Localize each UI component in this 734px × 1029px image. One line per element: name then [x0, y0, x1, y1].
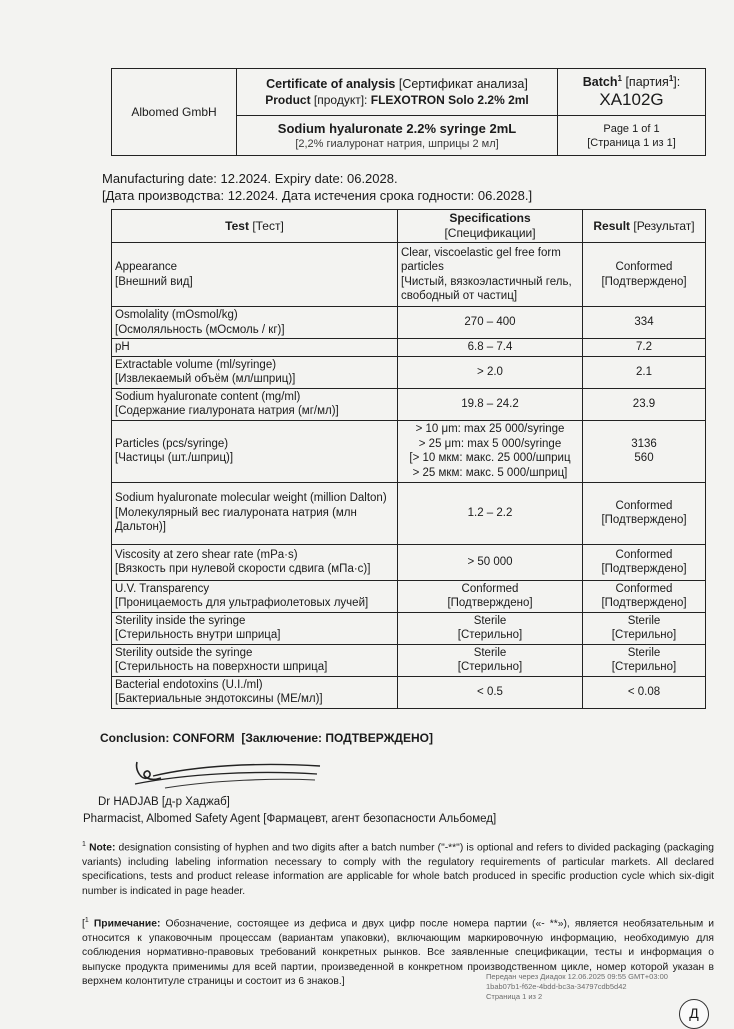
signatory-name: Dr HADJAB [д-р Хаджаб]	[98, 796, 230, 808]
test-cell: U.V. Transparency [Проницаемость для ультрафиолетовых лучей]	[112, 580, 398, 612]
header-test: Test [Тест]	[112, 210, 398, 243]
page-number: Page 1 of 1	[603, 122, 660, 135]
certificate-title: Certificate of analysis [Сертификат анализа]	[266, 77, 528, 92]
substance-name: Sodium hyaluronate 2.2% syringe 2mL	[277, 121, 517, 137]
page-number-ru: [Страница 1 из 1]	[587, 136, 676, 149]
result-cell: Conformed [Подтверждено]	[583, 482, 706, 544]
test-cell: Sodium hyaluronate content (mg/ml) [Содержание гиалуроната натрия (мг/мл)]	[112, 388, 398, 420]
footnote-en: $^1$ Note: designation consisting of hyphen and two digits after a batch number ("-**") is optional and refers to divided packaging (packaging variants) including labeling information necessary to comply with the regulatory requirements of particular markets. All declared specifications, tests and product release information are applicable for whole batch produced in specific production cycle which six-digit number is indicated in page header.	[82, 841, 714, 897]
spec-cell: Sterile [Стерильно]	[398, 612, 583, 644]
test-cell: Particles (pcs/syringe) [Частицы (шт./шприц)]	[112, 420, 398, 482]
result-cell: Conformed [Подтверждено]	[583, 580, 706, 612]
test-cell: Appearance [Внешний вид]	[112, 243, 398, 307]
test-cell: Sodium hyaluronate molecular weight (million Dalton) [Молекулярный вес гиалуроната натрия (млн Дальтон)]	[112, 482, 398, 544]
result-cell: Sterile [Стерильно]	[583, 612, 706, 644]
result-cell: 2.1	[583, 356, 706, 388]
spec-cell: Sterile [Стерильно]	[398, 644, 583, 676]
table-row	[112, 676, 706, 708]
results-table	[111, 209, 706, 709]
table-header-row	[112, 210, 706, 243]
test-cell: Osmolality (mOsmol/kg) [Осмоляльность (мОсмоль / кг)]	[112, 307, 398, 339]
test-cell: Extractable volume (ml/syringe) [Извлекаемый объём (мл/шприц)]	[112, 356, 398, 388]
spec-cell: > 2.0	[398, 356, 583, 388]
spec-cell: Clear, viscoelastic gel free form particles [Чистый, вязкоэластичный гель, свободный от частиц]	[398, 243, 583, 307]
spec-cell: > 50 000	[398, 544, 583, 580]
table-row	[112, 420, 706, 482]
table-row	[112, 580, 706, 612]
result-cell: Sterile [Стерильно]	[583, 644, 706, 676]
spec-cell: 19.8 – 24.2	[398, 388, 583, 420]
table-row	[112, 612, 706, 644]
table-row	[112, 307, 706, 339]
diadoc-logo-icon: Д	[679, 999, 709, 1029]
table-row	[112, 243, 706, 307]
signature-image	[105, 758, 330, 796]
spec-cell: 6.8 – 7.4	[398, 339, 583, 357]
spec-cell: Conformed [Подтверждено]	[398, 580, 583, 612]
substance-cell	[237, 116, 558, 156]
product-line: Product [продукт]: FLEXOTRON Solo 2.2% 2ml	[265, 93, 529, 108]
company-name: Albomed GmbH	[112, 69, 237, 156]
result-cell: 23.9	[583, 388, 706, 420]
test-cell: Bacterial endotoxins (U.I./ml) [Бактериальные эндотоксины (МЕ/мл)]	[112, 676, 398, 708]
footnote-ru: [$^1$ Примечание: Обозначение, состоящее из дефиса и двух цифр после номера партии («- **»), является необязательным и относится к упаковочным процессам (вариантам упаковки), включающим маркировочную информацию, необходимую для соблюдения нормативно-правовых требований конкретных рынков. Все заявленные спецификации, тесты и информация о выпуске продукта применимы для всей партии, произведенной в конкретном производственном цикле, номер которой указан в верхнем колонтитуле страницы и состоит из 6 знаков.]	[82, 917, 714, 988]
test-cell: Viscosity at zero shear rate (mPa·s) [Вязкость при нулевой скорости сдвига (мПа·с)]	[112, 544, 398, 580]
dates-en: Manufacturing date: 12.2024. Expiry date: 06.2028.	[102, 171, 398, 186]
result-cell: 7.2	[583, 339, 706, 357]
substance-name-ru: [2,2% гиалуронат натрия, шприцы 2 мл]	[295, 138, 499, 151]
table-row	[112, 644, 706, 676]
batch-label: Batch$^1$ [партия$^1$]:	[582, 73, 681, 89]
batch-number: XA102G	[599, 89, 664, 109]
result-cell: 334	[583, 307, 706, 339]
spec-cell: 1.2 – 2.2	[398, 482, 583, 544]
edo-stamp: Передан через Диадок 12.06.2025 09:55 GMT+03:00 1bab07b1-f62e-4bdd-bc3a-34797cdb5d42 Страница 1 из 2	[486, 972, 668, 1001]
test-cell: pH	[112, 339, 398, 357]
spec-cell: > 10 μm: max 25 000/syringe > 25 μm: max 5 000/syringe [> 10 мкм: макс. 25 000/шприц > 25 мкм: макс. 5 000/шприц]	[398, 420, 583, 482]
page-cell	[558, 116, 706, 156]
signatory-role: Pharmacist, Albomed Safety Agent [Фармацевт, агент безопасности Альбомед]	[83, 813, 497, 825]
conclusion: Conclusion: CONFORM [Заключение: ПОДТВЕРЖДЕНО]	[100, 731, 433, 745]
table-row	[112, 356, 706, 388]
dates-block	[102, 170, 532, 204]
table-row	[112, 339, 706, 357]
test-cell: Sterility inside the syringe [Стерильность внутри шприца]	[112, 612, 398, 644]
spec-cell: 270 – 400	[398, 307, 583, 339]
batch-cell	[558, 69, 706, 116]
test-cell: Sterility outside the syringe [Стерильность на поверхности шприца]	[112, 644, 398, 676]
header-table	[111, 68, 706, 156]
header-spec: Specifications [Спецификации]	[398, 210, 583, 243]
spec-cell: < 0.5	[398, 676, 583, 708]
table-row	[112, 544, 706, 580]
table-row	[112, 482, 706, 544]
result-cell: < 0.08	[583, 676, 706, 708]
result-cell: 3136 560	[583, 420, 706, 482]
dates-ru: [Дата производства: 12.2024. Дата истечения срока годности: 06.2028.]	[102, 188, 533, 203]
certificate-title-cell	[237, 69, 558, 116]
table-row	[112, 388, 706, 420]
result-cell: Conformed [Подтверждено]	[583, 243, 706, 307]
result-cell: Conformed [Подтверждено]	[583, 544, 706, 580]
header-result: Result [Результат]	[583, 210, 706, 243]
